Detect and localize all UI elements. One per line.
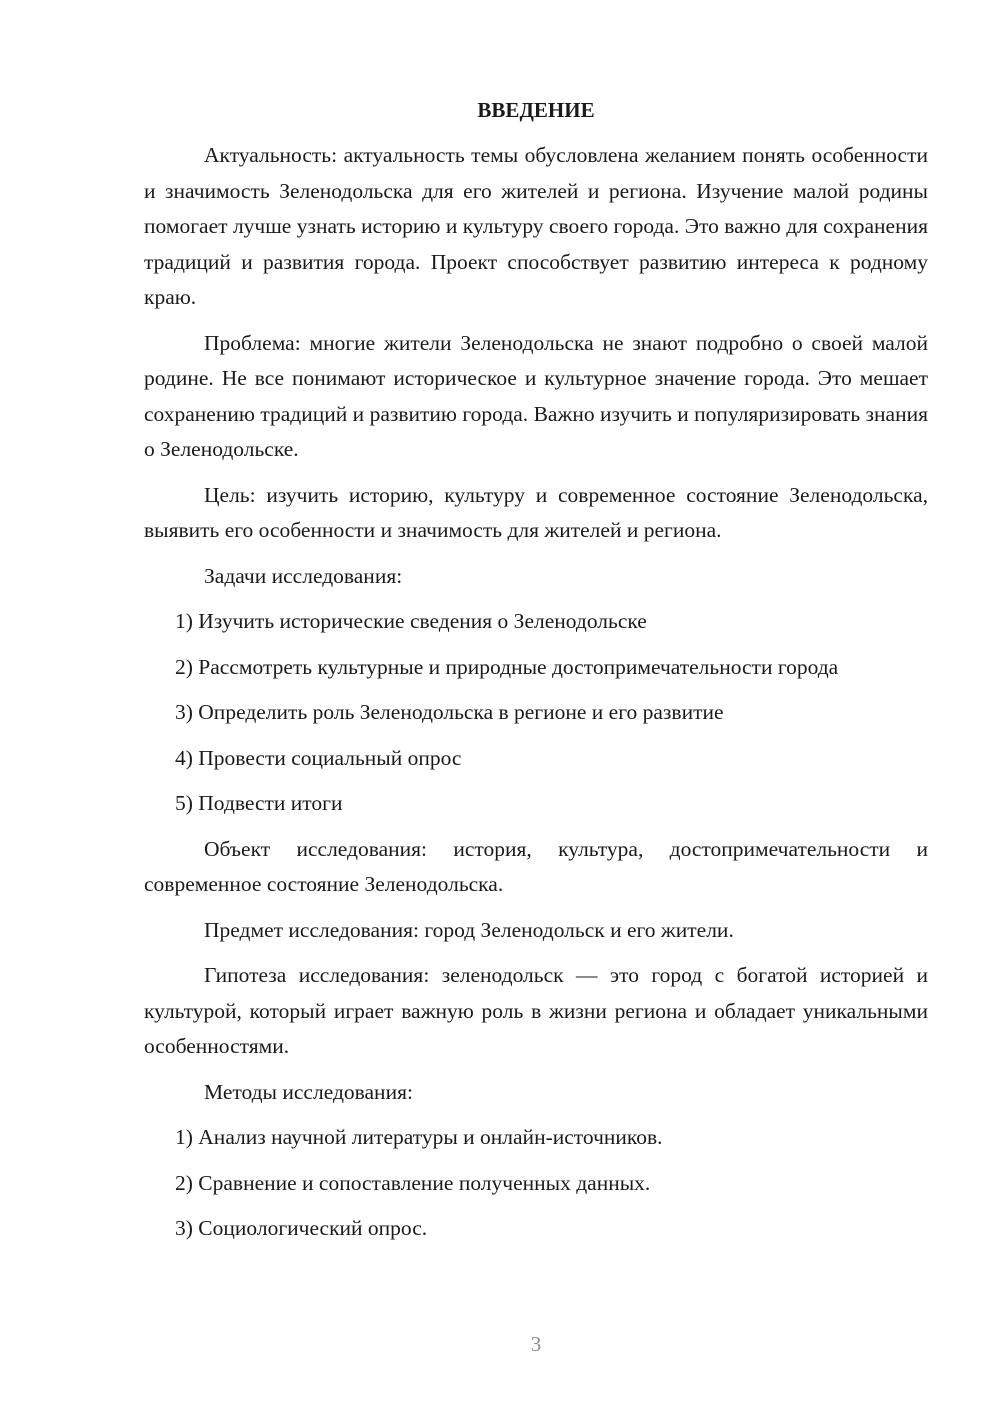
- method-item: 2) Сравнение и сопоставление полученных данных.: [175, 1170, 651, 1195]
- problem-paragraph: Проблема: многие жители Зеленодольска не знают подробно о своей малой родине. Не все понимают историческое и культурное значение города. Это мешает сохранению традиций и развитию города. Важно изучить и популяризировать знания о Зеленодольске.: [144, 330, 928, 461]
- method-item: 3) Социологический опрос.: [175, 1216, 428, 1240]
- task-item: 1) Изучить исторические сведения о Зеленодольске: [175, 609, 647, 633]
- methods-heading: Методы исследования:: [204, 1079, 413, 1104]
- document-page: [144, 92, 928, 1257]
- goal-paragraph: Цель: изучить историю, культуру и современное состояние Зеленодольска, выявить его особенности и значимость для жителей и региона.: [144, 482, 928, 542]
- tasks-heading: Задачи исследования:: [204, 563, 403, 588]
- task-item: 2) Рассмотреть культурные и природные достопримечательности города: [175, 654, 839, 679]
- subject-paragraph: Предмет исследования: город Зеленодольск и его жители.: [204, 917, 734, 942]
- method-item: 1) Анализ научной литературы и онлайн-источников.: [175, 1125, 663, 1149]
- task-item: 3) Определить роль Зеленодольска в регионе и его развитие: [175, 700, 724, 724]
- object-paragraph: Объект исследования: история, культура, достопримечательности и современное состояние Зеленодольска.: [144, 836, 928, 896]
- page-title: ВВЕДЕНИЕ: [477, 98, 595, 122]
- hypothesis-paragraph: Гипотеза исследования: зеленодольск — это город с богатой историей и культурой, который играет важную роль в жизни региона и обладает уникальными особенностями.: [144, 963, 928, 1058]
- task-item: 4) Провести социальный опрос: [175, 745, 462, 770]
- page-number: 3: [530, 1332, 542, 1356]
- relevance-paragraph: Актуальность: актуальность темы обусловлена желанием понять особенности и значимость Зеленодольска для его жителей и региона. Изучение малой родины помогает лучше узнать историю и культуру своего города. Это важно для сохранения традиций и развития города. Проект способствует развитию интереса к родному краю.: [144, 143, 928, 309]
- task-item: 5) Подвести итоги: [175, 791, 343, 815]
